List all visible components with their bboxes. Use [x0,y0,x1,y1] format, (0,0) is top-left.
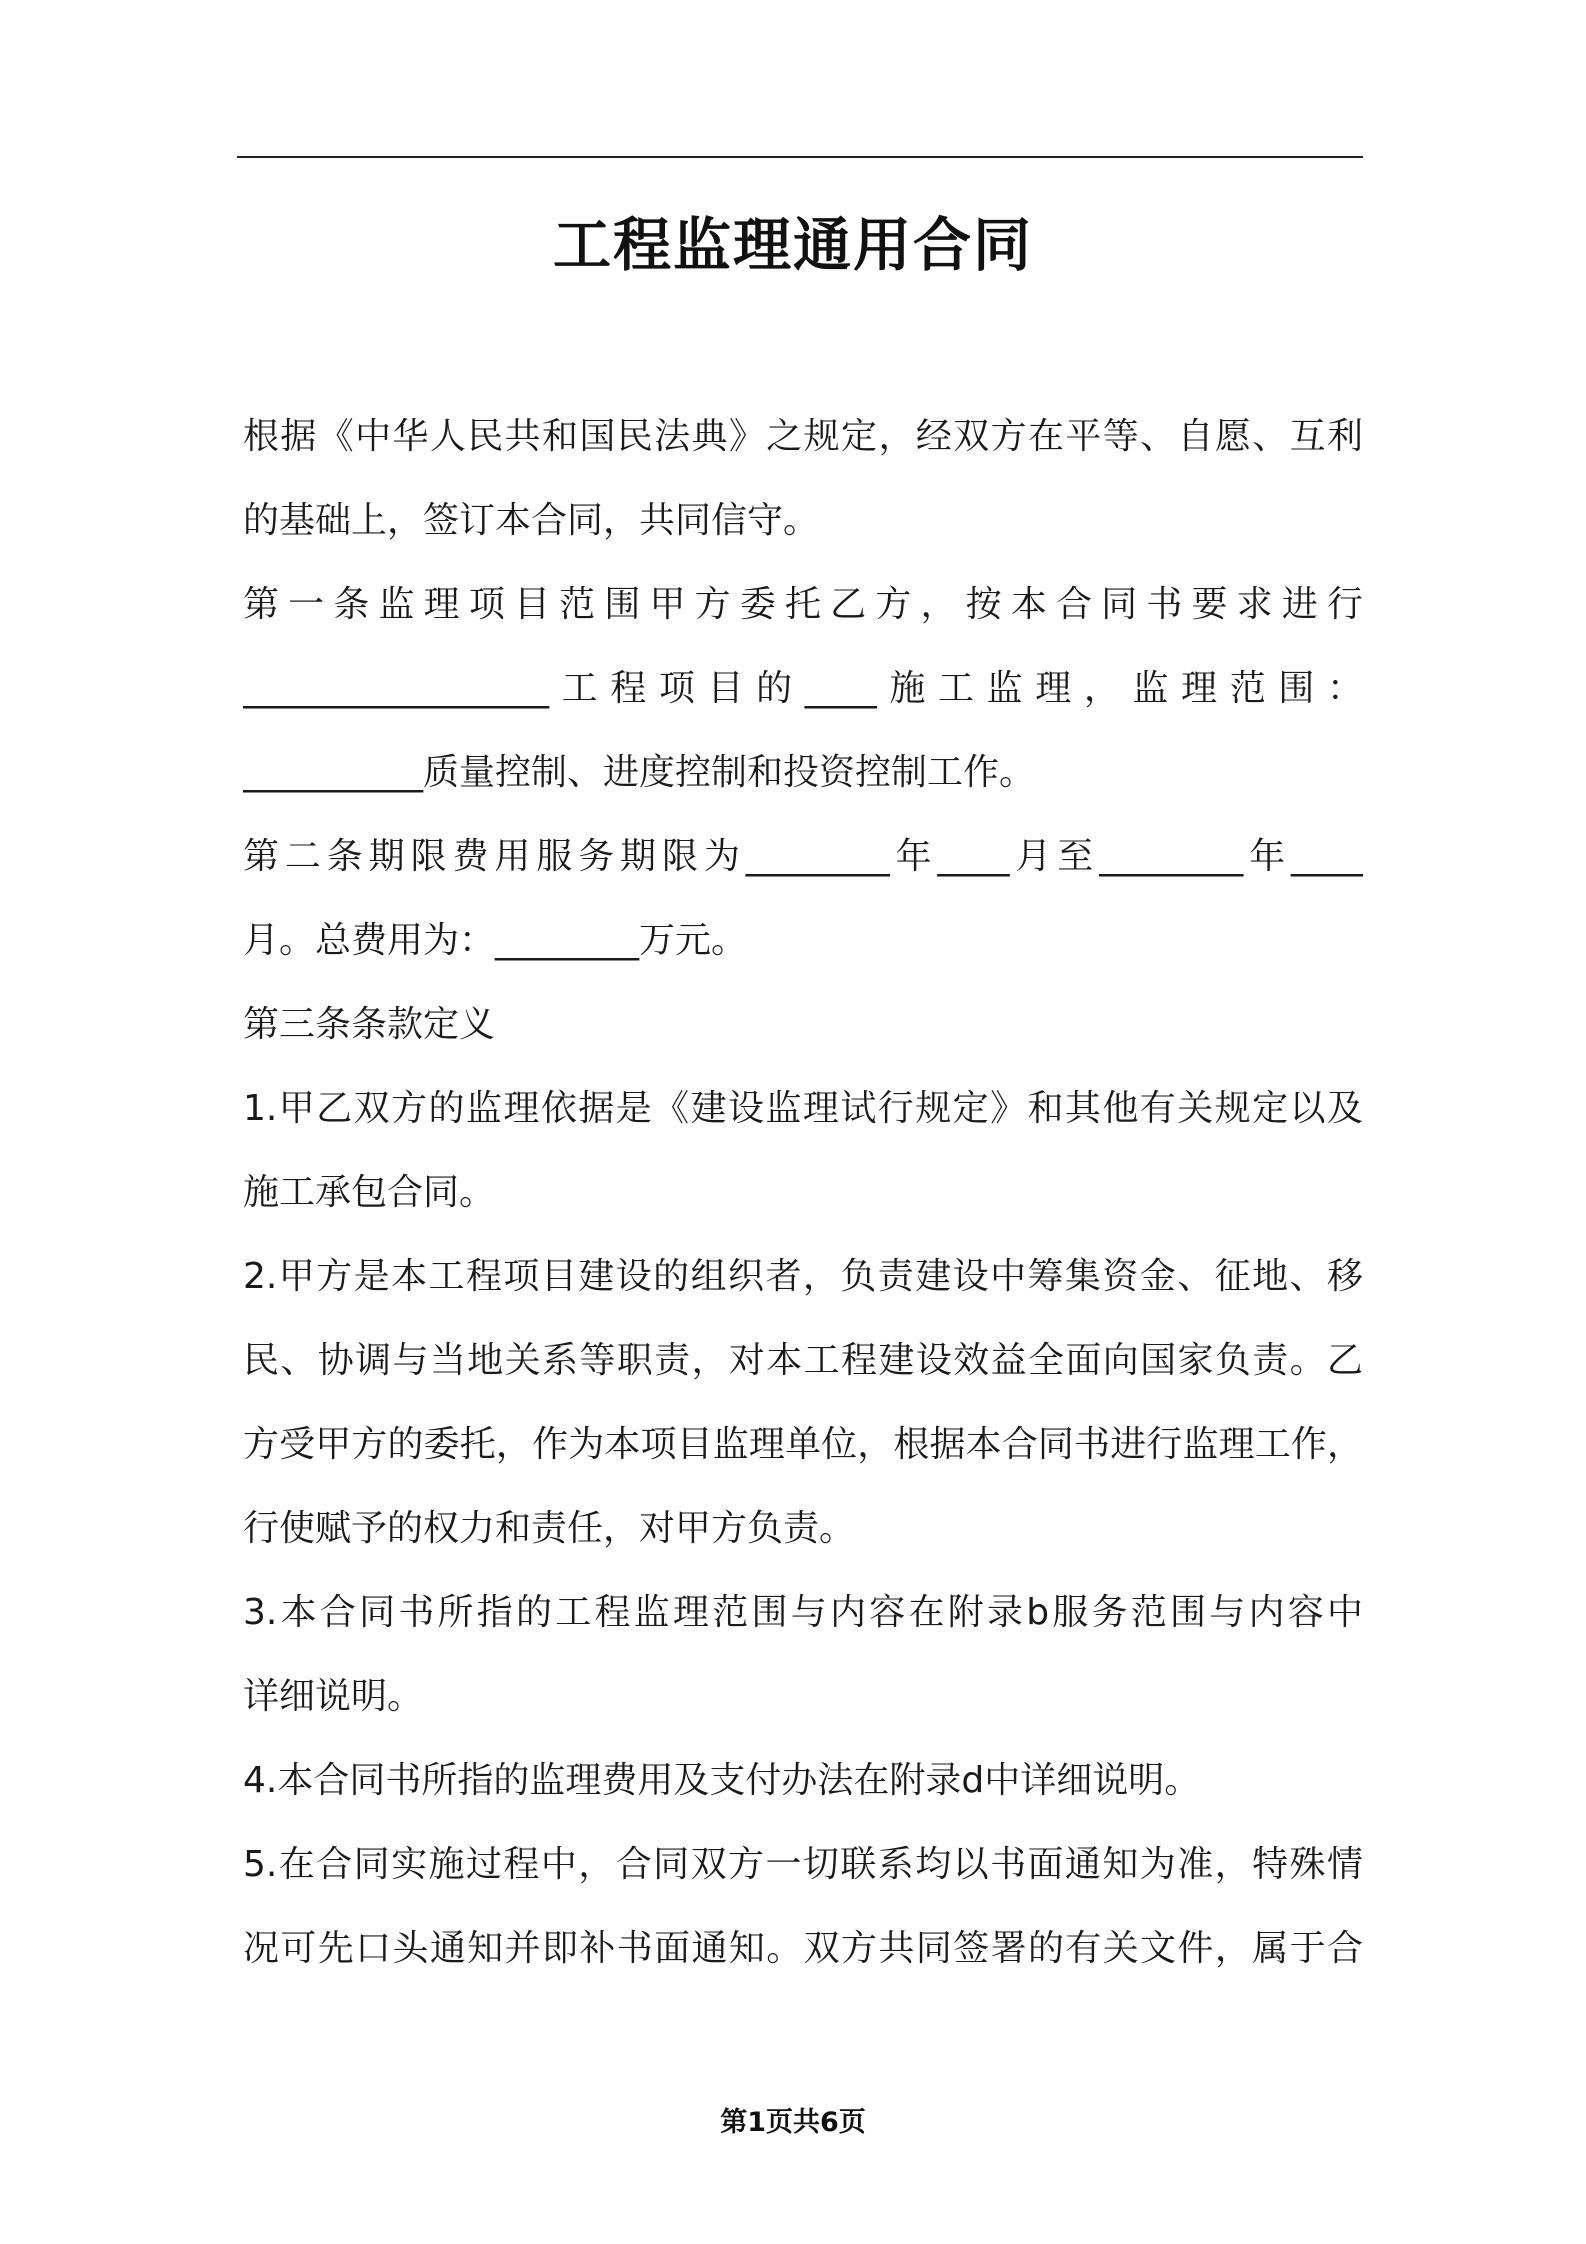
body-line: 第一条监理项目范围甲方委托乙方，按本合同书要求进行 [243,584,1363,625]
body-line: 1.甲乙双方的监理依据是《建设监理试行规定》和其他有关规定以及 [243,1088,1363,1129]
body-line: 的基础上，签订本合同，共同信守。 [243,500,820,541]
body-line: 民、协调与当地关系等职责，对本工程建设效益全面向国家负责。乙 [243,1340,1363,1381]
body-line: 方受甲方的委托，作为本项目监理单位，根据本合同书进行监理工作， [243,1424,1363,1465]
body-line: 3.本合同书所指的工程监理范围与内容在附录b服务范围与内容中 [243,1592,1363,1633]
body-line: 2.甲方是本工程项目建设的组织者，负责建设中筹集资金、征地、移 [243,1256,1363,1297]
body-line: __________质量控制、进度控制和投资控制工作。 [243,752,1036,793]
body-line: 第二条期限费用服务期限为________年____月至________年____ [243,836,1363,877]
document-body [243,395,1363,1991]
body-line: 根据《中华人民共和国民法典》之规定，经双方在平等、自愿、互利 [243,416,1363,457]
page-number: 第1页共6页 [720,2107,866,2138]
document-title: 工程监理通用合同 [552,211,1033,279]
body-line: 5.在合同实施过程中，合同双方一切联系均以书面通知为准，特殊情 [243,1844,1363,1885]
section-heading: 第三条条款定义 [243,1004,496,1045]
body-line: _________________工程项目的____施工监理，监理范围： [243,668,1363,709]
body-line: 况可先口头通知并即补书面通知。双方共同签署的有关文件，属于合 [243,1928,1363,1969]
body-line: 行使赋予的权力和责任，对甲方负责。 [243,1508,856,1549]
header-rule [237,156,1363,158]
body-line: 详细说明。 [243,1676,424,1717]
body-line: 月。总费用为：________万元。 [243,920,748,961]
body-line: 4.本合同书所指的监理费用及支付办法在附录d中详细说明。 [243,1760,1201,1801]
body-line: 施工承包合同。 [243,1172,496,1213]
